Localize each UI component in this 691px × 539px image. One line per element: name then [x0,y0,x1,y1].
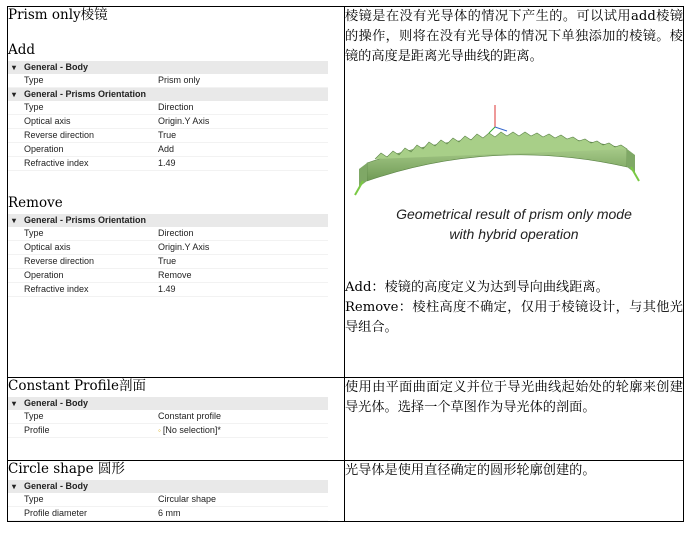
remove-description: Remove：棱柱高度不确定，仅用于棱镜设计，与其他光导组合。 [345,300,683,335]
cell-prism-only-settings [8,7,345,378]
property-row: Profile diameter 6 mm [8,507,328,521]
property-table-remove [8,214,328,297]
property-row: Operation Remove [8,269,328,283]
property-row: Operation Add [8,143,328,157]
cell-constant-profile-settings [8,378,345,461]
property-row: Type Direction [8,227,328,241]
description-paragraph: 使用由平面曲面定义并位于导光曲线起始处的轮廓来创建导光体。选择一个草图作为导光体的剖面。 [345,380,683,415]
section-heading: Circle shape 圆形 [8,461,125,477]
property-row: Refractive index 1.49 [8,283,328,297]
property-row: Type Prism only [8,74,328,88]
subheading-add: Add [8,42,36,58]
group-header[interactable]: ▾ General - Prisms Orientation [8,88,328,101]
chevron-down-icon: ▾ [12,216,17,225]
property-row: Type Direction [8,101,328,115]
group-header[interactable]: ▾ General - Body [8,61,328,74]
figure-caption-line1: Geometrical result of prism only mode [396,206,632,222]
subheading-remove: Remove [8,195,63,211]
section-heading: Prism only棱镜 [8,7,108,23]
chevron-down-icon: ▾ [12,482,17,491]
property-row: Reverse direction True [8,255,328,269]
group-header[interactable]: ▾ General - Body [8,480,328,493]
document-table [7,6,684,522]
property-table-circle-shape [8,480,328,521]
warning-dot-icon: ◦ [158,426,161,435]
property-row: Type Circular shape [8,493,328,507]
property-row: Optical axis Origin.Y Axis [8,241,328,255]
chevron-down-icon: ▾ [12,63,17,72]
cell-circle-shape-description [345,461,684,522]
property-row: Reverse direction True [8,129,328,143]
prism-bar-illustration [345,97,663,197]
property-row: Profile ◦ [No selection]* [8,424,328,438]
figure-caption-line2: with hybrid operation [449,226,579,242]
group-header[interactable]: ▾ General - Prisms Orientation [8,214,328,227]
table-row-prism-only [8,7,684,378]
property-table-add [8,61,328,171]
cell-prism-only-description [345,7,684,378]
group-header[interactable]: ▾ General - Body [8,397,328,410]
chevron-down-icon: ▾ [12,90,17,99]
add-description: Add：棱镜的高度定义为达到导向曲线距离。 [345,280,609,295]
property-row: Optical axis Origin.Y Axis [8,115,328,129]
property-table-constant-profile [8,397,328,438]
cell-constant-profile-description [345,378,684,461]
chevron-down-icon: ▾ [12,399,17,408]
property-row: Refractive index 1.49 [8,157,328,171]
table-row-circle-shape [8,461,684,522]
prism-result-figure [345,97,683,244]
cell-circle-shape-settings [8,461,345,522]
property-row: Type Constant profile [8,410,328,424]
description-paragraph: 棱镜是在没有光导体的情况下产生的。可以试用add棱镜的操作，则将在没有光导体的情况下单独添加的棱镜。棱镜的高度是距离光导曲线的距离。 [345,9,683,64]
section-heading: Constant Profile剖面 [8,378,146,394]
description-paragraph: 光导体是使用直径确定的圆形轮廓创建的。 [345,463,596,478]
table-row-constant-profile [8,378,684,461]
